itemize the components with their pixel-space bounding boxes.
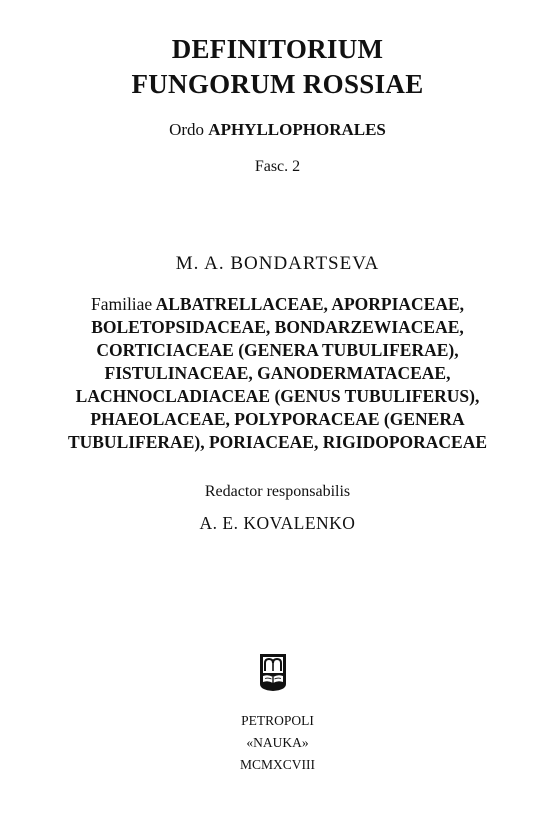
- families-line-1: [0, 294, 555, 315]
- ordo-line: [0, 120, 555, 140]
- editor-label: Redactor responsabilis: [204, 483, 351, 500]
- families-line-5: LACHNOCLADIACEAE (GENUS TUBULIFERUS),: [75, 386, 480, 406]
- ordo-name: APHYLLOPHORALES: [208, 120, 386, 139]
- families-prefix: Familiae: [90, 294, 153, 314]
- families-line-6: PHAEOLACEAE, POLYPORACEAE (GENERA: [90, 409, 465, 429]
- fascicle: Fasc. 2: [254, 158, 301, 175]
- publisher-name: «NAUKA»: [246, 735, 309, 750]
- families-line-4: FISTULINACEAE, GANODERMATACEAE,: [104, 363, 451, 383]
- families-line-7: TUBULIFERAE), PORIACEAE, RIGIDOPORACEAE: [67, 432, 488, 452]
- publication-year: MCMXCVIII: [239, 757, 315, 772]
- ordo-prefix: Ordo: [169, 120, 205, 139]
- families-line-2: BOLETOPSIDACEAE, BONDARZEWIACEAE,: [91, 317, 464, 337]
- nauka-publisher-logo-icon: [257, 651, 289, 693]
- publisher-city: PETROPOLI: [241, 713, 314, 728]
- families-text-1: ALBATRELLACEAE, APORPIACEAE,: [155, 294, 465, 314]
- title-line-2: FUNGORUM ROSSIAE: [131, 69, 424, 99]
- families-line-3: CORTICIACEAE (GENERA TUBULIFERAE),: [96, 340, 459, 360]
- editor-name: A. E. KOVALENKO: [199, 513, 356, 533]
- title-line-1: DEFINITORIUM: [171, 34, 384, 64]
- author: M. A. BONDARTSEVA: [175, 253, 380, 274]
